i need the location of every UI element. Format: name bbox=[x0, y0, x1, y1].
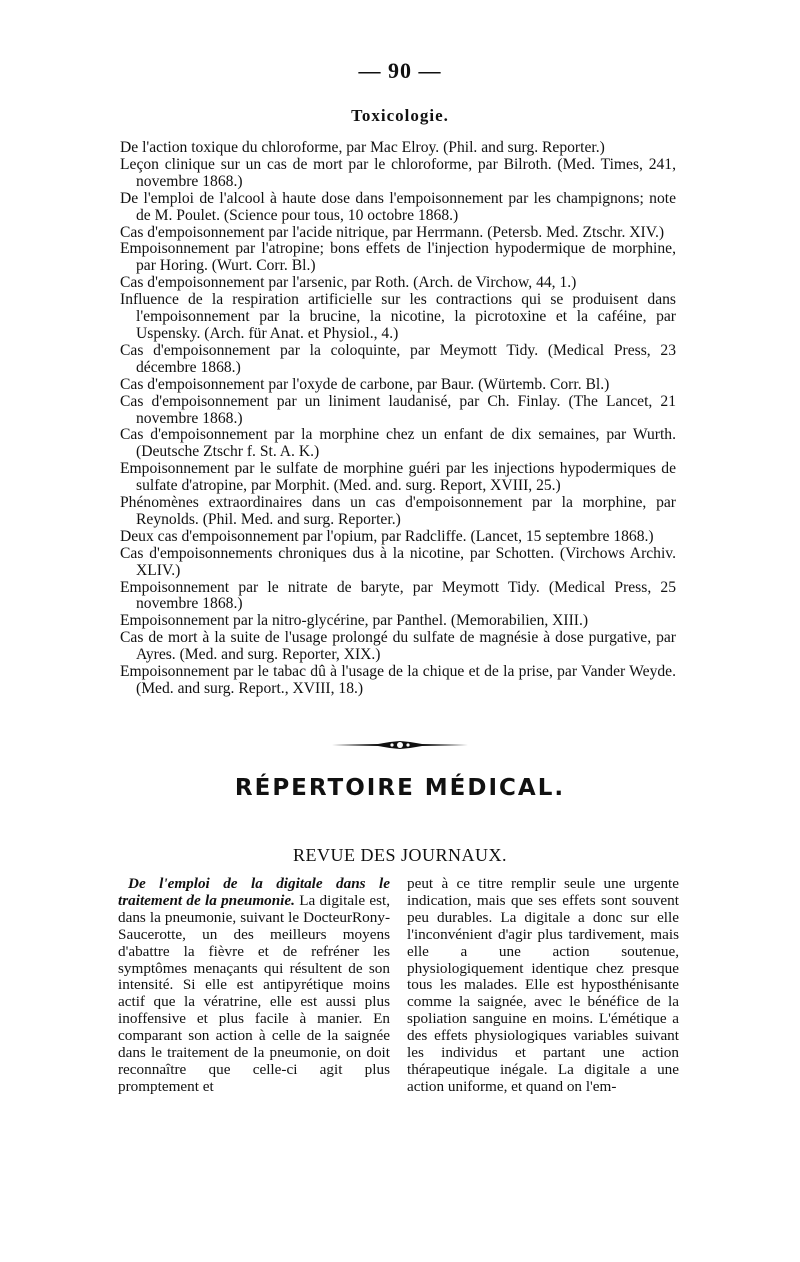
bibliography-entry: Deux cas d'empoisonnement par l'opium, par Radcliffe. (Lancet, 15 septembre 1868.) bbox=[120, 527, 654, 545]
article-paragraph bbox=[118, 876, 390, 1096]
bibliography-entry: Cas d'empoisonnement par l'arsenic, par Roth. (Arch. de Virchow, 44, 1.) bbox=[120, 274, 577, 292]
bibliography-entry: Cas d'empoisonnement par la morphine chez un enfant de dix semaines, par Wurth. (Deutsche Ztschr f. St. A. K.) bbox=[120, 426, 676, 461]
revue-subtitle: REVUE DES JOURNAUX. bbox=[292, 845, 507, 865]
bibliography-entry: De l'action toxique du chloroforme, par Mac Elroy. (Phil. and surg. Reporter.) bbox=[120, 139, 605, 156]
article-right-column bbox=[407, 876, 679, 1096]
article-left-column bbox=[118, 876, 390, 1096]
bibliography-entry: Cas d'empoisonnements chroniques dus à la nicotine, par Schotten. (Virchows Archiv. XLIV.) bbox=[120, 544, 676, 579]
page-number: — 90 — bbox=[358, 58, 442, 83]
bibliography-entry: Cas d'empoisonnement par l'oxyde de carbone, par Baur. (Würtemb. Corr. Bl.) bbox=[120, 375, 610, 393]
bibliography-entry: Empoisonnement par le nitrate de baryte, par Meymott Tidy. (Medical Press, 25 novembre 1868.) bbox=[120, 578, 676, 613]
article-title: De l'emploi de la digitale dans le traitement de la pneumonie. bbox=[118, 875, 390, 909]
bibliography-entry: Cas d'empoisonnement par la coloquinte, par Meymott Tidy. (Medical Press, 23 décembre 1868.) bbox=[120, 341, 676, 376]
bibliography-entry: Cas d'empoisonnement par un liniment laudanisé, par Ch. Finlay. (The Lancet, 21 novembre 1868.) bbox=[120, 392, 676, 427]
bibliography-list bbox=[120, 140, 676, 698]
bibliography-entry: Empoisonnement par la nitro-glycérine, par Panthel. (Memorabilien, XIII.) bbox=[120, 612, 589, 630]
bibliography-entry: Empoisonnement par l'atropine; bons effets de l'injection hypodermique de morphine, par Horing. (Wurt. Corr. Bl.) bbox=[120, 240, 676, 275]
bibliography-entry: Phénomènes extraordinaires dans un cas d'empoisonnement par la morphine, par Reynolds. (Phil. Med. and surg. Reporter.) bbox=[120, 494, 676, 528]
bibliography-entry: Empoisonnement par le tabac dû à l'usage de la chique et de la prise, par Vander Weyde. (Med. and surg. Report., XVIII, 18.) bbox=[120, 663, 676, 697]
bibliography-entry: Cas d'empoisonnement par l'acide nitrique, par Herrmann. (Petersb. Med. Ztschr. XIV.) bbox=[120, 223, 665, 241]
repertoire-title: RÉPERTOIRE MÉDICAL. bbox=[234, 775, 566, 801]
bibliography-entry: Cas de mort à la suite de l'usage prolongé du sulfate de magnésie à dose purgative, par Ayres. (Med. and surg. Reporter, XIX.) bbox=[120, 629, 676, 664]
article-text-left: La digitale est, dans la pneumonie, suivant le DocteurRony-Saucerotte, un des meilleurs moyens d'abattre la fièvre et de refréner les symptômes menaçants qui résultent de son intensité. Si elle est antipyrétique moins actif que la vératrine, elle est aussi plus inoffensive et plus facile à manier. En comparant son action à celle de la saignée dans le traitement de la pneumonie, on doit reconnaître que celle-ci agit plus promptement et bbox=[118, 891, 390, 1095]
bibliography-entry: De l'emploi de l'alcool à haute dose dans l'empoisonnement par les champignons; note de M. Poulet. (Science pour tous, 10 octobre 1868.) bbox=[120, 189, 676, 224]
bibliography-entry: Empoisonnement par le sulfate de morphine guéri par les injections hypodermiques de sulfate d'atropine, par Morphit. (Med. and. surg. Report, XVIII, 25.) bbox=[120, 460, 676, 495]
bibliography-entry: Leçon clinique sur un cas de mort par le chloroforme, par Bilroth. (Med. Times, 241, novembre 1868.) bbox=[120, 155, 676, 190]
bibliography-entry: Influence de la respiration artificielle sur les contractions qui se produisent dans l'empoisonnement par la brucine, la nicotine, la picrotoxine et la caféine, par Uspensky. (Arch. für Anat. et Physiol., 4.) bbox=[120, 291, 676, 342]
section-title: Toxicologie. bbox=[351, 106, 449, 125]
article-text-right: peut à ce titre remplir seule une urgente indication, mais que ses effets sont souvent peu durables. La digitale a donc sur elle l'inconvénient d'agir plus tardivement, mais elle a une action soutenue, physiologiquement identique chez presque tous les malades. Elle est hyposthénisante comme la saignée, avec le bénéfice de la spoliation sanguine en moins. L'émétique a des effets physiologiques variables suivant les individus et partant une action thérapeutique inégale. La digitale a une action uniforme, et quand on l'em- bbox=[407, 875, 679, 1095]
decorative-divider-ornament bbox=[0, 738, 800, 752]
